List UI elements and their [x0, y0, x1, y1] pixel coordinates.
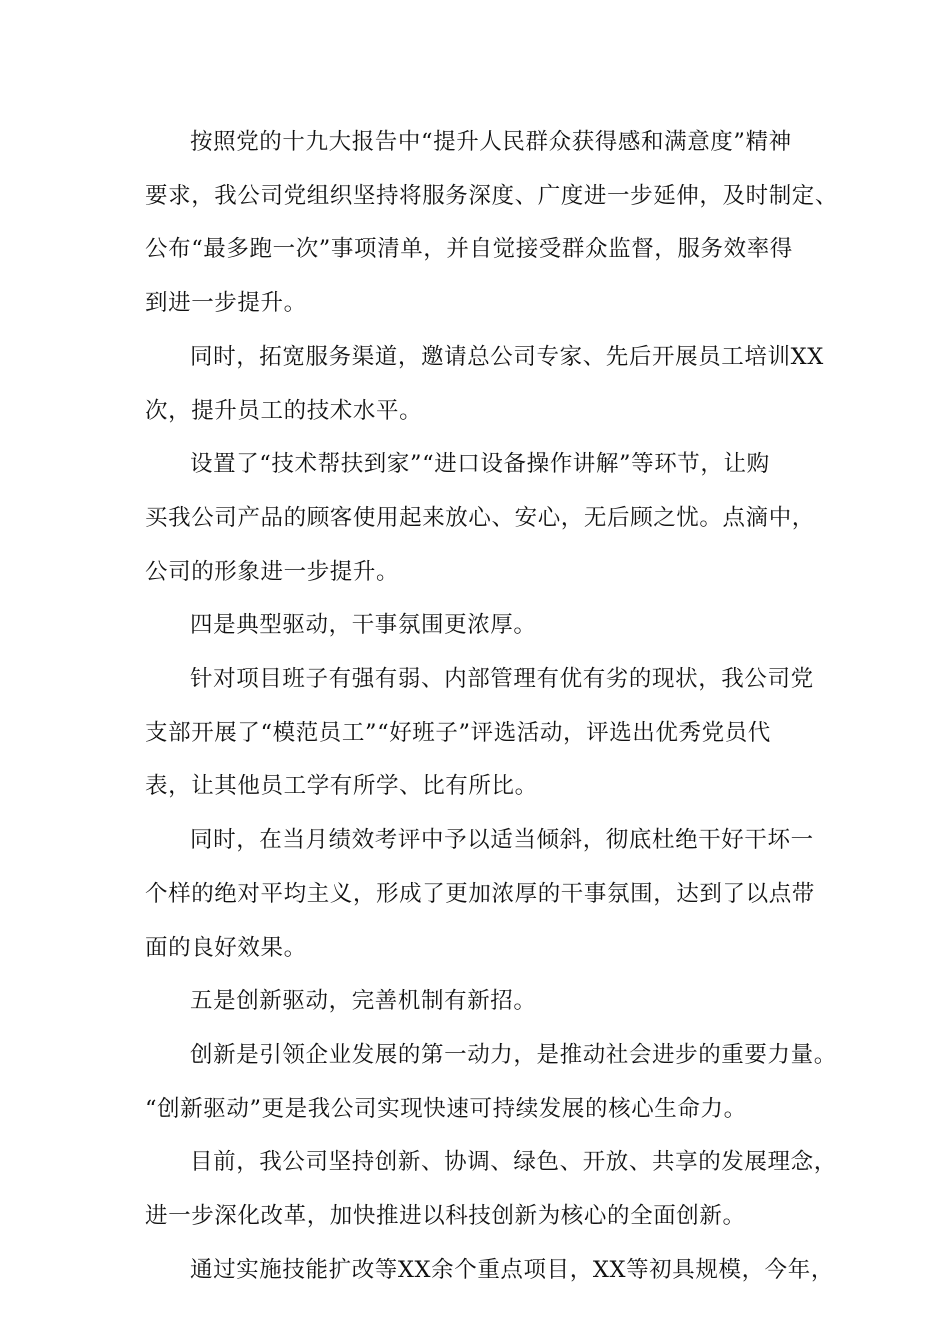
text-line: 次，提升员工的技术水平。	[145, 397, 423, 424]
text-line: 要求，我公司党组织坚持将服务深度、广度进一步延伸，及时制定、	[145, 182, 839, 209]
text-line: 针对项目班子有强有弱、内部管理有优有劣的现状，我公司党	[190, 666, 814, 693]
text-line: 买我公司产品的顾客使用起来放心、安心，无后顾之忧。点滴中，	[145, 504, 815, 531]
text-line: 创新是引领企业发展的第一动力，是推动社会进步的重要力量。	[190, 1041, 837, 1068]
paragraph	[145, 1029, 837, 1136]
text-line: 到进一步提升。	[145, 290, 307, 317]
paragraph	[145, 1244, 834, 1298]
document-body	[145, 116, 839, 1297]
text-line: 公司的形象进一步提升。	[145, 558, 400, 585]
text-line: 公布“最多跑一次”事项清单，并自觉接受群众监督，服务效率得	[145, 236, 793, 263]
paragraph	[145, 331, 825, 438]
paragraph	[145, 653, 825, 814]
paragraph	[145, 814, 825, 975]
text-line: 设置了“技术帮扶到家”“进口设备操作讲解”等环节，让购	[190, 451, 770, 478]
text-line: 个样的绝对平均主义，形成了更加浓厚的干事氛围，达到了以点带	[145, 880, 815, 907]
section-heading	[145, 975, 825, 1029]
paragraph	[145, 116, 839, 331]
paragraph	[145, 438, 825, 599]
text-line: 四是典型驱动，干事氛围更浓厚。	[190, 612, 537, 639]
text-line: 同时，拓宽服务渠道，邀请总公司专家、先后开展员工培训XX	[190, 343, 824, 370]
text-line: 表，让其他员工学有所学、比有所比。	[145, 773, 538, 800]
section-heading	[145, 599, 825, 653]
text-line: 五是创新驱动，完善机制有新招。	[190, 988, 537, 1015]
paragraph	[145, 1136, 837, 1243]
text-line: 支部开展了“模范员工”“好班子”评选活动，评选出优秀党员代	[145, 719, 771, 746]
text-line: 同时，在当月绩效考评中予以适当倾斜，彻底杜绝干好干坏一	[190, 827, 814, 854]
text-line: 按照党的十九大报告中“提升人民群众获得感和满意度”精神	[190, 129, 792, 155]
text-line: 通过实施技能扩改等XX余个重点项目，XX等初具规模，今年，	[190, 1256, 834, 1283]
text-line: 目前，我公司坚持创新、协调、绿色、开放、共享的发展理念，	[190, 1149, 837, 1176]
text-line: 进一步深化改革，加快推进以科技创新为核心的全面创新。	[145, 1203, 746, 1230]
text-line: 面的良好效果。	[145, 934, 307, 961]
text-line: “创新驱动”更是我公司实现快速可持续发展的核心生命力。	[145, 1095, 747, 1122]
